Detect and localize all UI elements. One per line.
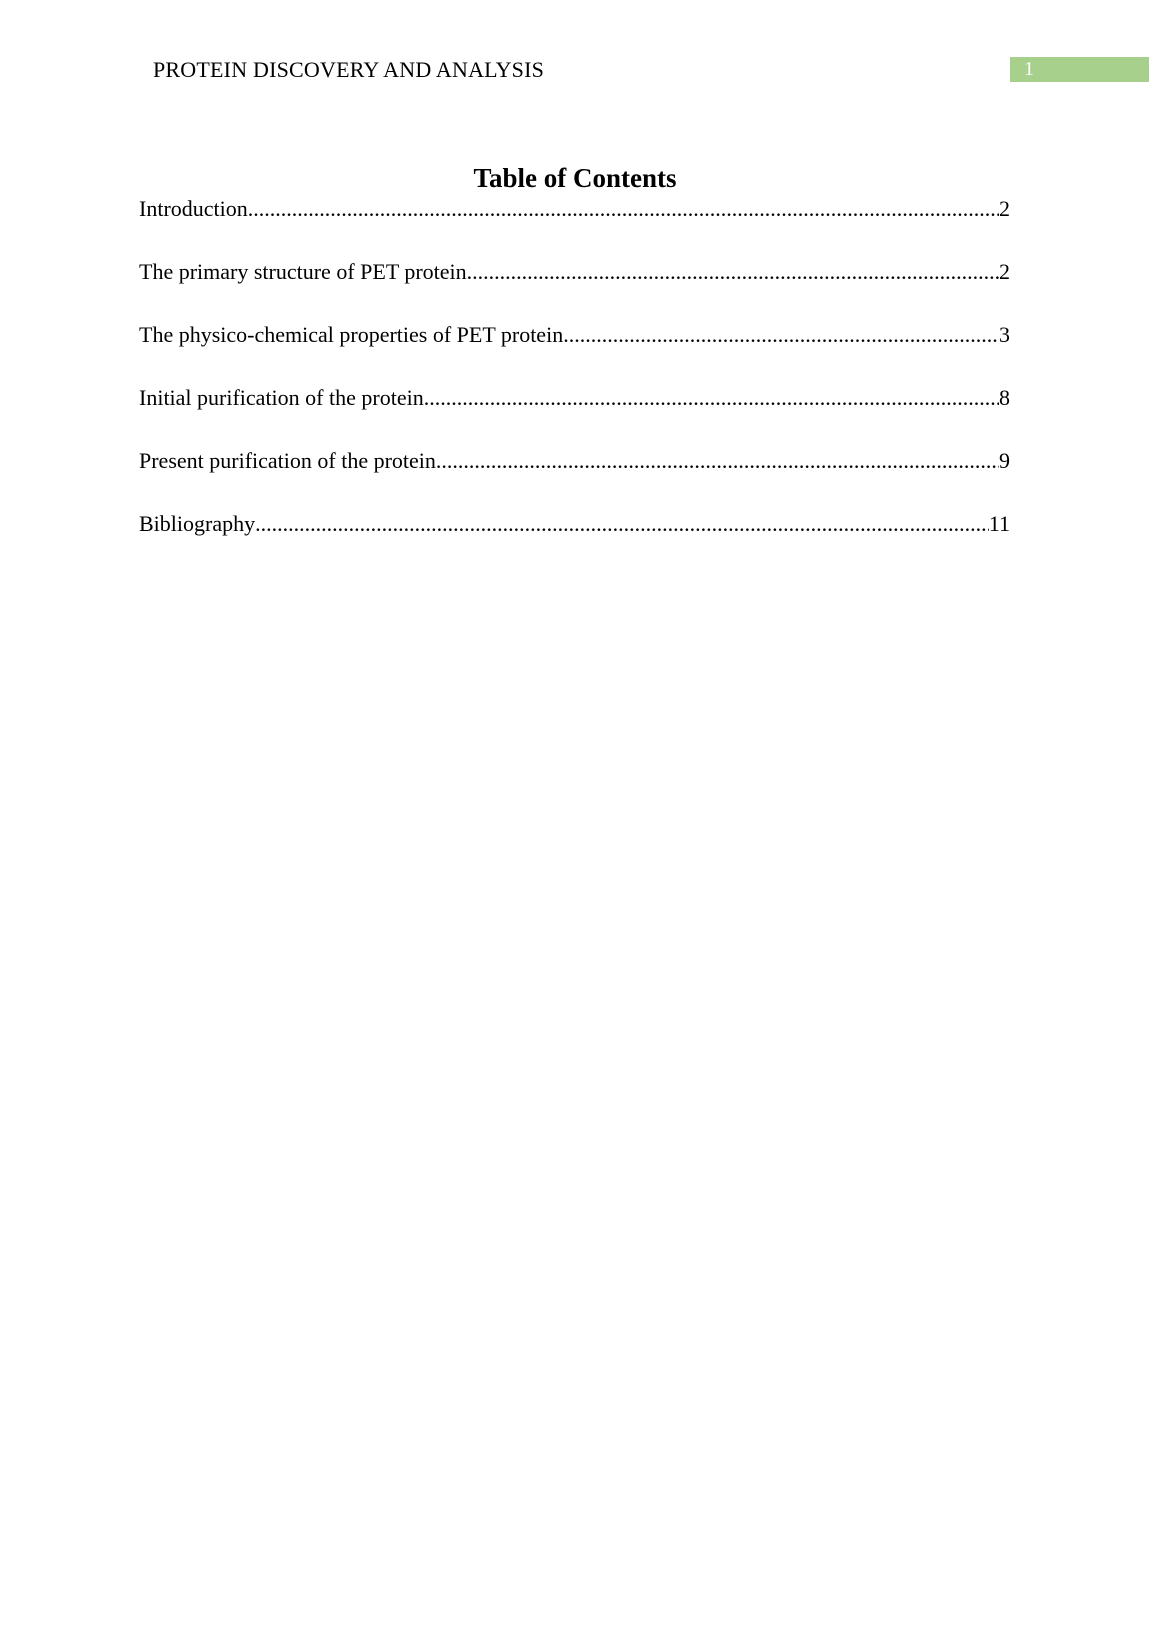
toc-list xyxy=(139,194,1010,572)
toc-entry-present-purification[interactable] xyxy=(139,446,1010,509)
toc-dot-leader xyxy=(436,446,999,476)
toc-dot-leader xyxy=(424,383,999,413)
toc-entry-page: 3 xyxy=(999,322,1010,347)
toc-entry-bibliography[interactable] xyxy=(139,509,1010,572)
toc-entry-page: 8 xyxy=(999,385,1010,410)
toc-entry-label: Bibliography xyxy=(139,511,256,536)
toc-dot-leader xyxy=(255,509,989,539)
toc-entry-physico-chemical[interactable] xyxy=(139,320,1010,383)
toc-dot-leader xyxy=(563,320,999,350)
toc-entry-label: The primary structure of PET protein xyxy=(139,259,467,284)
toc-entry-label: The physico-chemical properties of PET protein xyxy=(139,322,564,347)
toc-entry-page: 9 xyxy=(999,448,1010,473)
toc-entry-label: Introduction xyxy=(139,196,248,221)
toc-entry-page: 11 xyxy=(988,511,1010,536)
toc-entry-initial-purification[interactable] xyxy=(139,383,1010,446)
page-number-badge xyxy=(1010,57,1149,82)
page-number: 1 xyxy=(1024,58,1034,80)
toc-dot-leader xyxy=(248,194,999,224)
toc-entry-label: Present purification of the protein xyxy=(139,448,436,473)
toc-entry-introduction[interactable] xyxy=(139,194,1010,257)
toc-entry-label: Initial purification of the protein xyxy=(139,385,424,410)
toc-heading: Table of Contents xyxy=(473,163,677,193)
toc-entry-page: 2 xyxy=(999,196,1010,221)
running-header-title: PROTEIN DISCOVERY AND ANALYSIS xyxy=(153,57,545,82)
toc-entry-page: 2 xyxy=(999,259,1010,284)
toc-dot-leader xyxy=(467,257,999,287)
toc-entry-primary-structure[interactable] xyxy=(139,257,1010,320)
